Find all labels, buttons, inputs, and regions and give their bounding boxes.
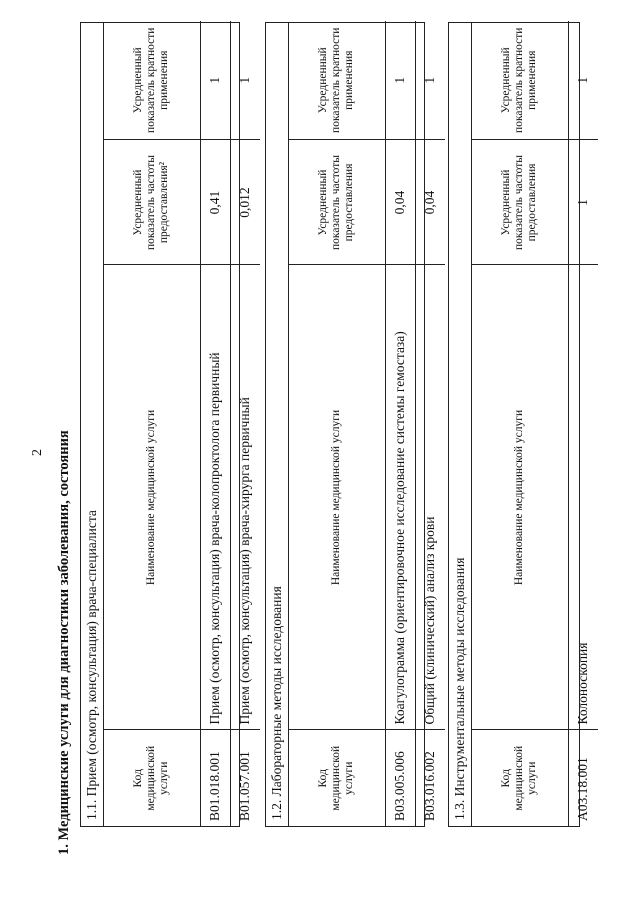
service-multiplicity: 1 [415,21,445,140]
instrumental-methods-table [472,21,598,826]
section-caption: 1.2. Лабораторные методы исследования [266,23,289,826]
table-row [415,21,445,826]
header-code: Код медицинской услуги [104,730,200,826]
service-frequency: 0,04 [385,140,415,265]
header-multiplicity: Усредненный показатель кратности применения [104,21,200,140]
laboratory-methods-table [289,21,445,826]
section-caption: 1.3. Инструментальные методы исследования [449,23,472,826]
main-heading: 1. Медицинские услуги для диагностики заболевания, состояния [56,430,72,855]
service-code: B01.018.001 [200,730,230,826]
service-code: B03.005.006 [385,730,415,826]
table-header-row [289,21,385,826]
service-name: Прием (осмотр, консультация) врача-колопроктолога первичный [200,265,230,730]
service-multiplicity: 1 [385,21,415,140]
table-row [230,21,260,826]
service-name: Общий (клинический) анализ крови [415,265,445,730]
header-name: Наименование медицинской услуги [472,265,568,730]
service-name: Колоноскопия [568,265,598,730]
header-multiplicity: Усредненный показатель кратности применения [472,21,568,140]
service-name: Коагулограмма (ориентировочное исследование системы гемостаза) [385,265,415,730]
service-frequency: 1 [568,140,598,265]
service-frequency: 0,012 [230,140,260,265]
service-multiplicity: 1 [568,21,598,140]
header-frequency: Усредненный показатель частоты предоставления [289,140,385,265]
header-code: Код медицинской услуги [472,730,568,826]
service-code: A03.18.001 [568,730,598,826]
specialist-visits-table [104,21,260,826]
service-frequency: 0,41 [200,140,230,265]
header-frequency: Усредненный показатель частоты предоставления [472,140,568,265]
header-code: Код медицинской услуги [289,730,385,826]
header-frequency: Усредненный показатель частоты предоставления² [104,140,200,265]
section-instrumental-methods [448,22,591,827]
service-code: B01.057.001 [230,730,260,826]
table-header-row [472,21,568,826]
page-number: 2 [30,449,45,456]
section-laboratory-methods [265,22,438,827]
service-code: B03.016.002 [415,730,445,826]
table-row [568,21,598,826]
header-name: Наименование медицинской услуги [104,265,200,730]
service-multiplicity: 1 [200,21,230,140]
table-row [385,21,415,826]
section-specialist-visits [80,22,253,827]
table-row [200,21,230,826]
section-caption: 1.1. Прием (осмотр, консультация) врача-специалиста [81,23,104,826]
service-name: Прием (осмотр, консультация) врача-хирурга первичный [230,265,260,730]
service-frequency: 0,04 [415,140,445,265]
table-header-row [104,21,200,826]
header-name: Наименование медицинской услуги [289,265,385,730]
service-multiplicity: 1 [230,21,260,140]
header-multiplicity: Усредненный показатель кратности применения [289,21,385,140]
